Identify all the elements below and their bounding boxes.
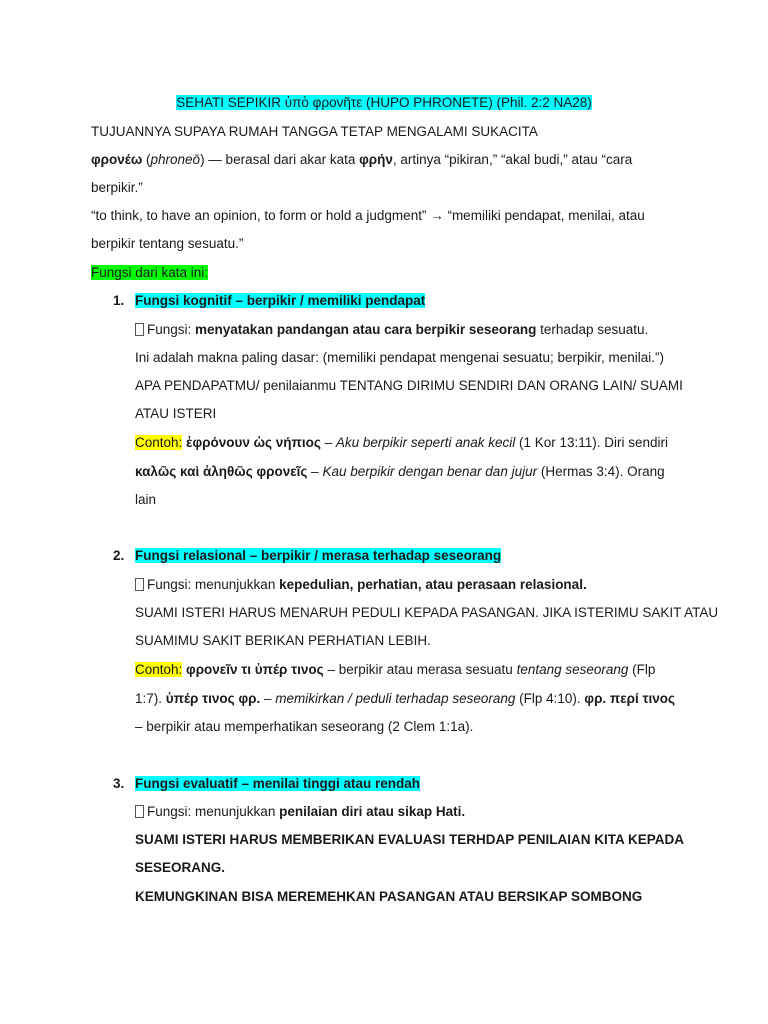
section-1-number: 1. [113, 293, 125, 308]
intro-line-1: φρονέω (phroneō) — berasal dari akar kata φρήν, artinya “pikiran,” “akal budi,” atau “cara [91, 152, 633, 167]
transliteration: phroneō [150, 152, 201, 167]
root-word: φρήν [359, 152, 393, 167]
section-1-fungsi: Fungsi: menyatakan pandangan atau cara berpikir seseorang terhadap sesuatu. [135, 320, 648, 340]
section-2-example-1: Contoh: φρονεῖν τι ὑπέρ τινος – berpikir atau merasa sesuatu tentang seseorang (Flp [135, 662, 656, 677]
section-1-example-2-cont: lain [135, 492, 157, 507]
section-2-heading: Fungsi relasional – berpikir / merasa terhadap seseorang [135, 548, 502, 563]
section-1-line-2: Ini adalah makna paling dasar: (memiliki pendapat mengenai sesuatu; berpikir, menilai.”) [135, 350, 665, 365]
section-3-line-2: SUAMI ISTERI HARUS MEMBERIKAN EVALUASI TERHDAP PENILAIAN KITA KEPADA [135, 832, 685, 847]
section-3-number: 3. [113, 776, 125, 791]
functions-label: Fungsi dari kata ini: [91, 265, 209, 280]
intro-line-2: berpikir.” [91, 180, 143, 195]
checkbox-icon [135, 805, 144, 818]
section-3-heading: Fungsi evaluatif – menilai tinggi atau rendah [135, 776, 421, 791]
section-2-line-3: SUAMIMU SAKIT BERIKAN PERHATIAN LEBIH. [135, 633, 431, 648]
english-line-2: berpikir tentang sesuatu.” [91, 236, 244, 251]
section-1-line-3: APA PENDAPATMU/ penilaianmu TENTANG DIRIMU SENDIRI DAN ORANG LAIN/ SUAMI [135, 378, 683, 393]
contoh-label: Contoh: [135, 662, 183, 677]
greek-word: φρονέω [91, 152, 143, 167]
contoh-label: Contoh: [135, 435, 183, 450]
section-3-fungsi: Fungsi: menunjukkan penilaian diri atau sikap Hati. [135, 802, 465, 822]
purpose-line: TUJUANNYA SUPAYA RUMAH TANGGA TETAP MENGALAMI SUKACITA [91, 124, 538, 139]
section-2-number: 2. [113, 548, 125, 563]
section-3-line-3: SESEORANG. [135, 860, 226, 875]
section-2-line-2: SUAMI ISTERI HARUS MENARUH PEDULI KEPADA PASANGAN. JIKA ISTERIMU SAKIT ATAU [135, 605, 719, 620]
section-1-line-4: ATAU ISTERI [135, 406, 217, 421]
section-2-example-3: – berpikir atau memperhatikan seseorang (2 Clem 1:1a). [135, 719, 474, 734]
section-3-line-4: KEMUNGKINAN BISA MEREMEHKAN PASANGAN ATAU BERSIKAP SOMBONG [135, 889, 643, 904]
section-2-fungsi: Fungsi: menunjukkan kepedulian, perhatian, atau perasaan relasional. [135, 575, 587, 595]
section-1-example-1: Contoh: ἐφρόνουν ὡς νήπιος – Aku berpikir seperti anak kecil (1 Kor 13:11). Diri sendiri [135, 435, 669, 450]
english-line-1: “to think, to have an opinion, to form or hold a judgment” → “memiliki pendapat, menilai, atau [91, 208, 645, 223]
document-title: SEHATI SEPIKIR ὑπὸ φρονῆτε (HUPO PHRONETE) (Phil. 2:2 NA28) [176, 95, 592, 110]
section-1-example-2: καλῶς καὶ ἀληθῶς φρονεῖς – Kau berpikir dengan benar dan jujur (Hermas 3:4). Orang [135, 464, 665, 479]
checkbox-icon [135, 578, 144, 591]
section-2-example-2: 1:7). ὑπέρ τινος φρ. – memikirkan / peduli terhadap seseorang (Flp 4:10). φρ. περί τινος [135, 691, 676, 706]
section-1-heading: Fungsi kognitif – berpikir / memiliki pendapat [135, 293, 426, 308]
checkbox-icon [135, 323, 144, 336]
